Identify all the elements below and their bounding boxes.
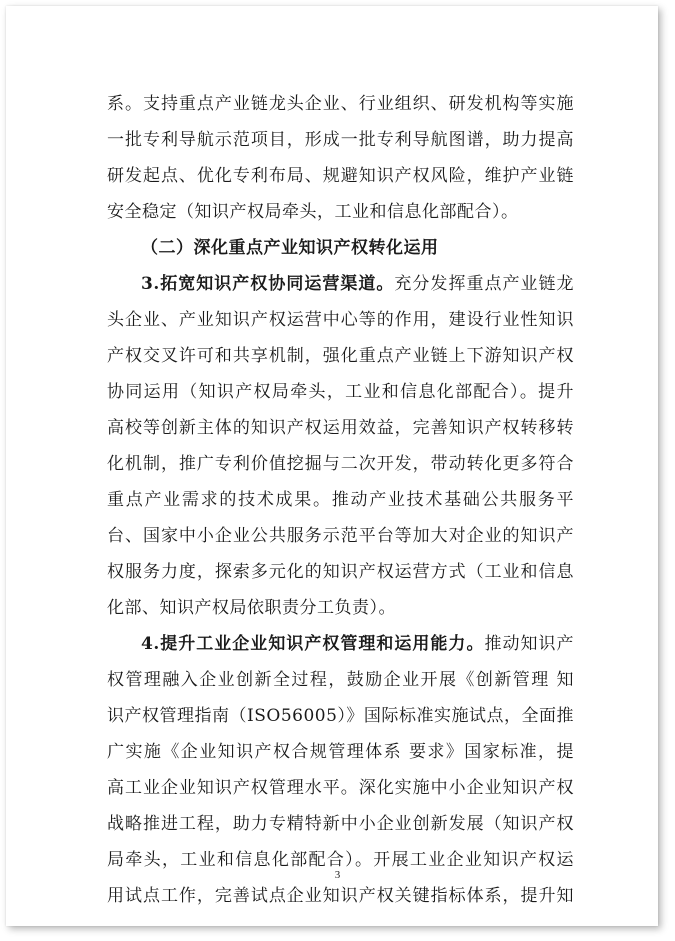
paragraph-line: 一批专利导航示范项目，形成一批专利导航图谱，助力提高 [107,130,574,150]
paragraph-line: 研发起点、优化专利布局、规避知识产权风险，维护产业链 [107,166,574,186]
paragraph-line: 识产权管理指南（ISO56005）》国际标准实施试点，全面推 [107,706,574,726]
paragraph-line: 产权交叉许可和共享机制，强化重点产业链上下游知识产权 [107,346,574,366]
paragraph-line: 安全稳定（知识产权局牵头，工业和信息化部配合）。 [107,202,519,222]
paragraph-line: 台、国家中小企业公共服务示范平台等加大对企业的知识产 [107,526,574,546]
paragraph-line: 高校等创新主体的知识产权运用效益，完善知识产权转移转 [107,418,574,438]
paragraph-title: 4.提升工业企业知识产权管理和运用能力。 [141,634,485,654]
paragraph-line: 头企业、产业知识产权运营中心等的作用，建设行业性知识 [107,310,574,330]
paragraph-line: 高工业企业知识产权管理水平。深化实施中小企业知识产权 [107,778,574,798]
section-heading: （二）深化重点产业知识产权转化运用 [141,238,439,258]
page-number: 3 [334,869,341,881]
paragraph-first-line [141,626,574,662]
paragraph-line: 化部、知识产权局依职责分工负责）。 [107,598,396,618]
paragraph-line: 广实施《企业知识产权合规管理体系 要求》国家标准，提 [107,742,574,762]
paragraph-line: 权服务力度，探索多元化的知识产权运营方式（工业和信息 [107,562,574,582]
paragraph-line: 协同运用（知识产权局牵头，工业和信息化部配合）。提升 [107,382,574,402]
paragraph-line: 重点产业需求的技术成果。推动产业技术基础公共服务平 [107,490,574,510]
paragraph-first-line [141,266,574,302]
paragraph-line: 系。支持重点产业链龙头企业、行业组织、研发机构等实施 [107,94,574,114]
paragraph-line: 权管理融入企业创新全过程，鼓励企业开展《创新管理 知 [107,670,574,690]
paragraph-text: 充分发挥重点产业链龙 [394,274,574,294]
paragraph-line: 局牵头，工业和信息化部配合）。开展工业企业知识产权运 [107,850,574,870]
paragraph-title: 3.拓宽知识产权协同运营渠道。 [141,274,395,294]
paragraph-text: 推动知识产 [484,634,574,654]
paragraph-line: 化机制，推广专利价值挖掘与二次开发，带动转化更多符合 [107,454,574,474]
paragraph-line: 战略推进工程，助力专精特新中小企业创新发展（知识产权 [107,814,574,834]
paragraph-line: 用试点工作，完善试点企业知识产权关键指标体系，提升知 [107,886,574,906]
